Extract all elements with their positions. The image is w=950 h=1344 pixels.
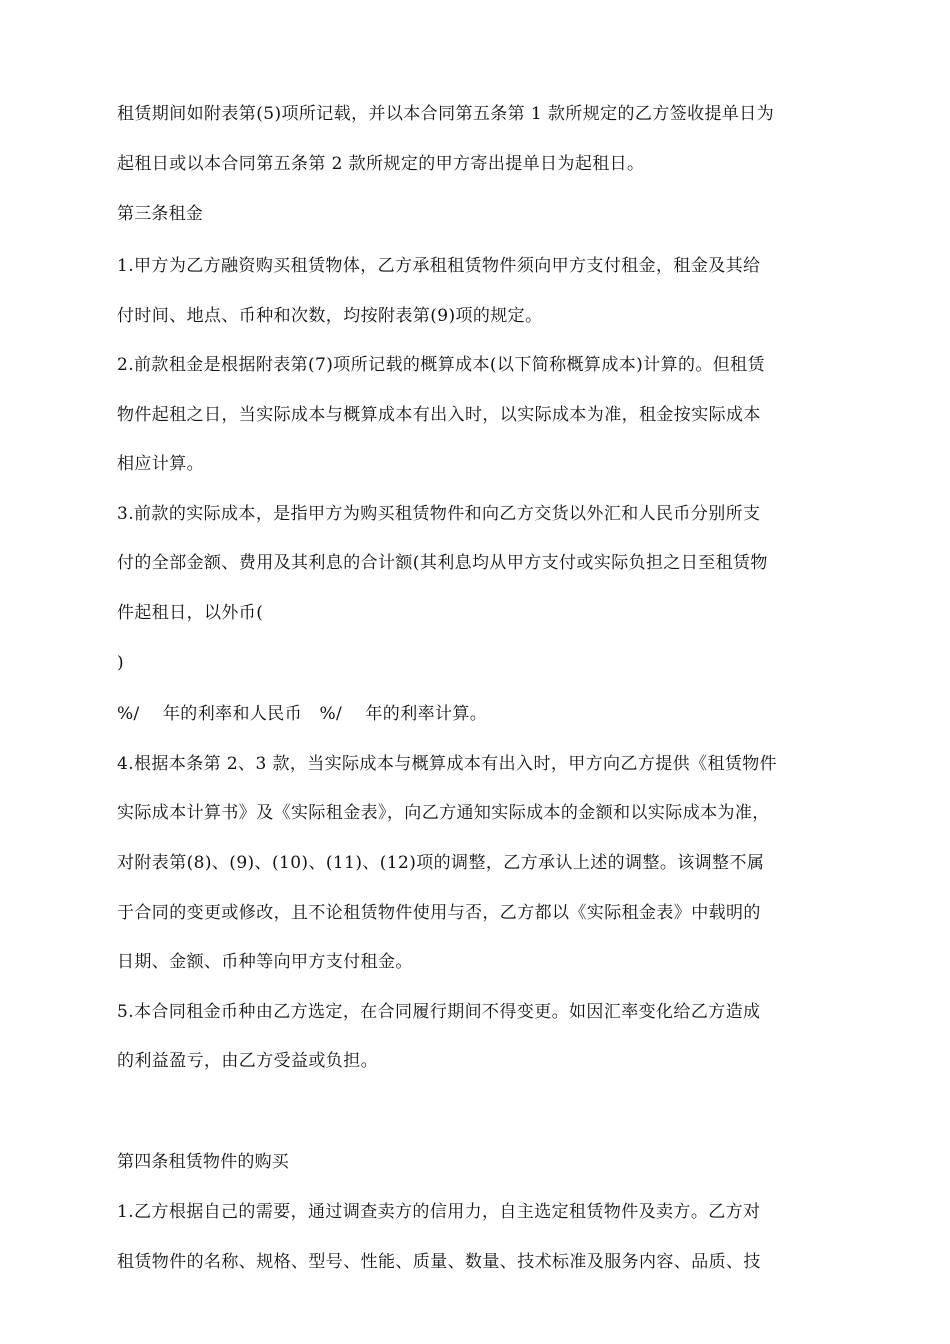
text-line: 件起租日，以外币( [117, 603, 264, 623]
text-line: 4.根据本条第 2、3 款，当实际成本与概算成本有出入时，甲方向乙方提供《租赁物件 [117, 754, 778, 774]
text-line: 的利益盈亏，由乙方受益或负担。 [117, 1051, 378, 1071]
text-line: 物件起租之日，当实际成本与概算成本有出入时，以实际成本为准，租金按实际成本 [117, 405, 761, 425]
text-line: 对附表第(8)、(9)、(10)、(11)、(12)项的调整，乙方承认上述的调整。该调整不属 [117, 853, 765, 873]
text-line: ) [117, 653, 125, 673]
text-line: 起租日或以本合同第五条第 2 款所规定的甲方寄出提单日为起租日。 [117, 154, 645, 174]
text-line: %/ 年的利率和人民币 %/ 年的利率计算。 [117, 704, 488, 724]
text-line: 实际成本计算书》及《实际租金表》，向乙方通知实际成本的金额和以实际成本为准， [117, 803, 770, 823]
text-line: 租赁物件的名称、规格、型号、性能、质量、数量、技术标准及服务内容、品质、技 [117, 1252, 761, 1272]
text-line: 2.前款租金是根据附表第(7)项所记载的概算成本(以下简称概算成本)计算的。但租赁 [117, 355, 765, 375]
text-line: 付的全部金额、费用及其利息的合计额(其利息均从甲方支付或实际负担之日至租赁物 [117, 553, 768, 573]
text-line: 付时间、地点、币种和次数，均按附表第(9)项的规定。 [117, 306, 543, 326]
text-line: 1.乙方根据自己的需要，通过调查卖方的信用力，自主选定租赁物件及卖方。乙方对 [117, 1202, 761, 1222]
text-line: 5.本合同租金币种由乙方选定，在合同履行期间不得变更。如因汇率变化给乙方造成 [117, 1002, 761, 1022]
section-heading: 第三条租金 [117, 204, 203, 224]
text-line: 1.甲方为乙方融资购买租赁物体，乙方承租租赁物件须向甲方支付租金，租金及其给 [117, 256, 761, 276]
text-line: 日期、金额、币种等向甲方支付租金。 [117, 952, 413, 972]
section-heading: 第四条租赁物件的购买 [117, 1152, 289, 1172]
text-line: 租赁期间如附表第(5)项所记载，并以本合同第五条第 1 款所规定的乙方签收提单日为 [117, 104, 775, 124]
text-line: 于合同的变更或修改，且不论租赁物件使用与否，乙方都以《实际租金表》中载明的 [117, 903, 761, 923]
text-line: 3.前款的实际成本，是指甲方为购买租赁物件和向乙方交货以外汇和人民币分别所支 [117, 504, 761, 524]
text-line: 相应计算。 [117, 454, 204, 474]
